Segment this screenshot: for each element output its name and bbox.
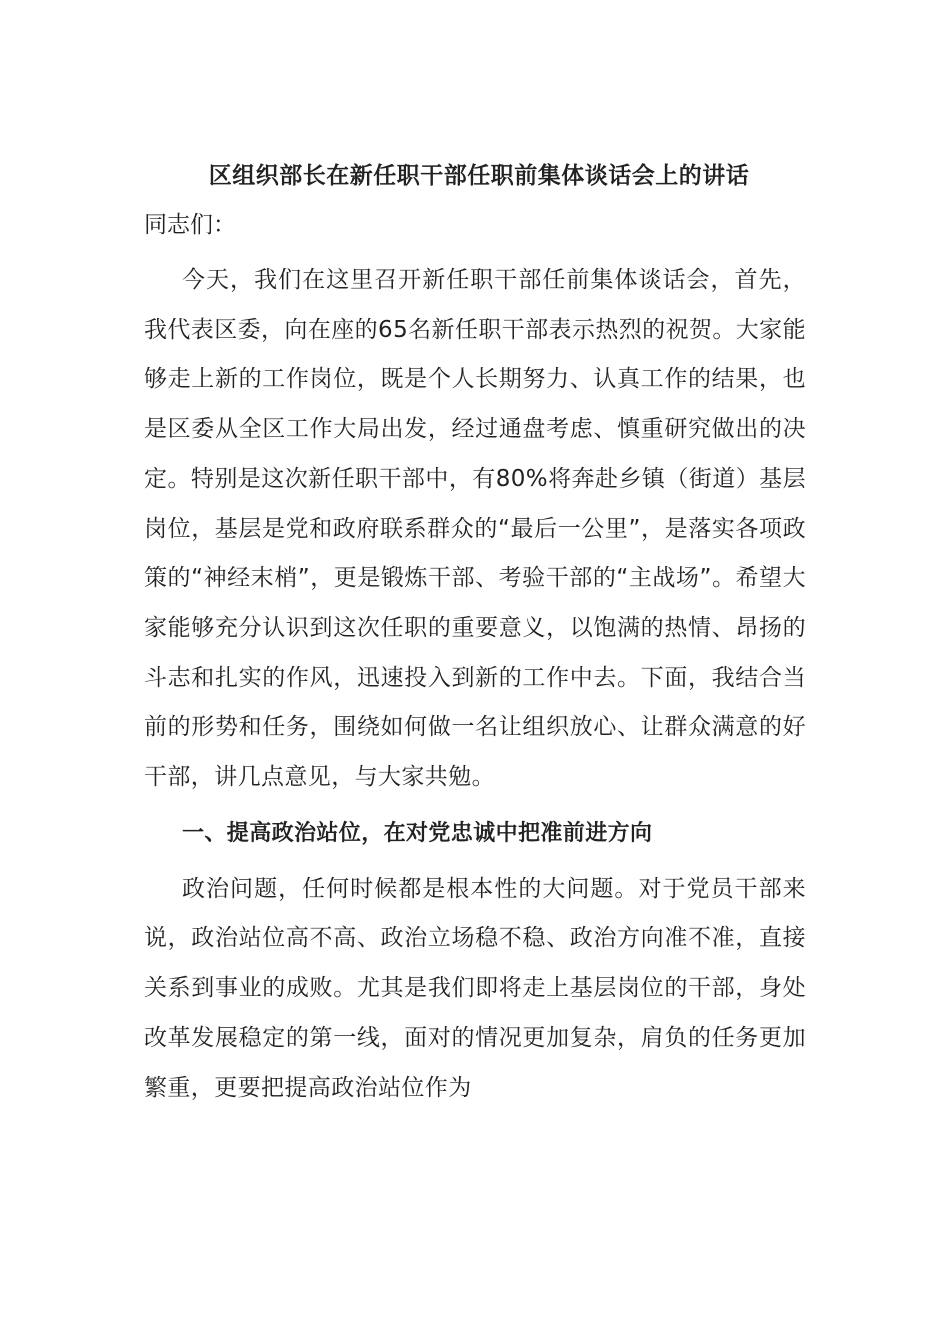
- section-1-heading: 一、提高政治站位，在对党忠诚中把准前进方向: [182, 820, 653, 846]
- document-title: 区组织部长在新任职干部任职前集体谈话会上的讲话: [208, 163, 750, 189]
- salutation: 同志们：: [144, 212, 236, 238]
- document-body: [144, 152, 806, 1113]
- opening-paragraph: 今天，我们在这里召开新任职干部任前集体谈话会，首先，我代表区委，向在座的65名新任职干部表示热烈的祝贺。大家能够走上新的工作岗位，既是个人长期努力、认真工作的结果，也是区委从全区工作大局出发，经过通盘考虑、慎重研究做出的决定。特别是这次新任职干部中，有80%将奔赴乡镇（街道）基层岗位，基层是党和政府联系群众的“最后一公里”，是落实各项政策的“神经末梢”，更是锻炼干部、考验干部的“主战场”。希望大家能够充分认识到这次任职的重要意义，以饱满的热情、昂扬的斗志和扎实的作风，迅速投入到新的工作中去。下面，我结合当前的形势和任务，围绕如何做一名让组织放心、让群众满意的好干部，讲几点意见，与大家共勉。: [144, 267, 806, 791]
- section-1-paragraph: 政治问题，任何时候都是根本性的大问题。对于党员干部来说，政治站位高不高、政治立场稳不稳、政治方向准不准，直接关系到事业的成败。尤其是我们即将走上基层岗位的干部，身处改革发展稳定的第一线，面对的情况更加复杂，肩负的任务更加繁重，更要把提高政治站位作为: [144, 875, 806, 1101]
